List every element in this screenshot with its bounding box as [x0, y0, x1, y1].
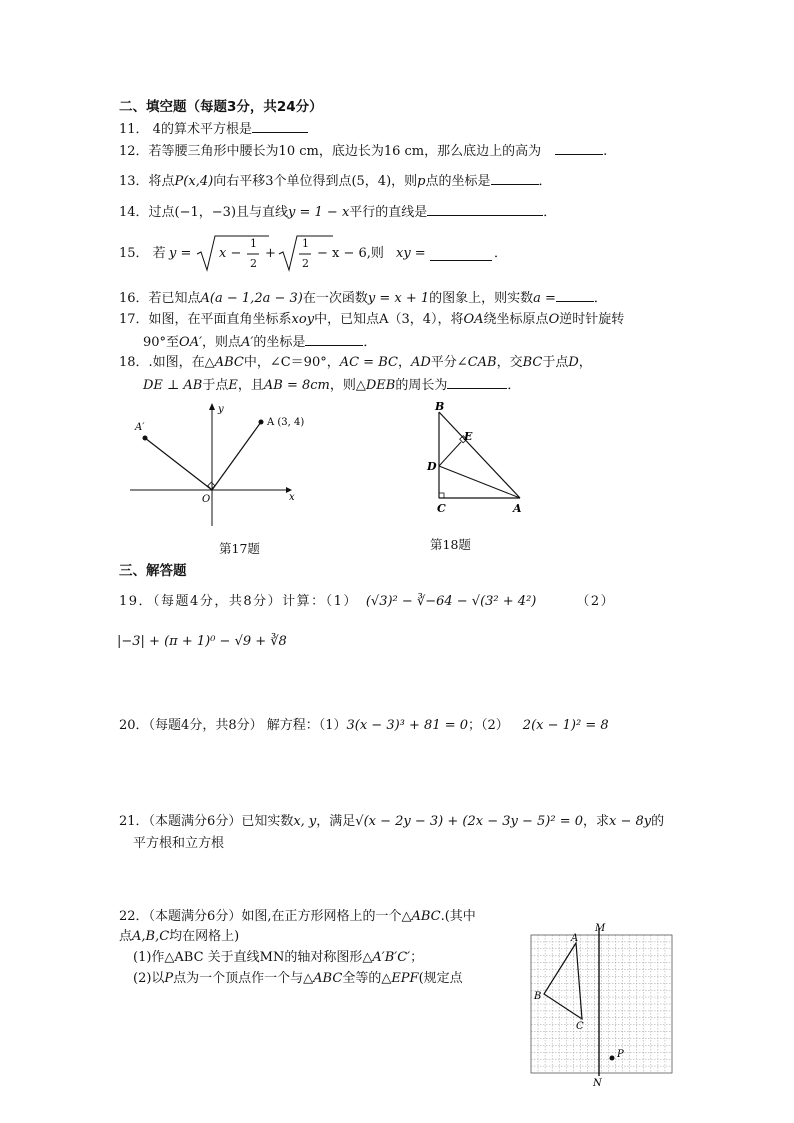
q15-frac2-den: 2 [302, 257, 309, 270]
q19-expr-2: |−3| + (π + 1)⁰ − √9 + ∛8 [117, 634, 287, 649]
q17-text-6: ，则点 [202, 335, 242, 350]
q22-points: A,B,C [132, 929, 170, 944]
q17-text-1: 17．如图，在平面直角坐标系 [119, 312, 292, 327]
q11-answer-blank[interactable] [252, 120, 308, 133]
question-12: 12．若等腰三角形中腰长为10 cm，底边长为16 cm，那么底边上的高为 . [119, 144, 608, 159]
q16-text-1: 16．若已知点 [119, 291, 201, 306]
question-16: 16．若已知点A(a − 1,2a − 3)在一次函数y = x + 1的图象上，则实数a = ． [119, 291, 607, 306]
q21-text-4: 的 [651, 814, 665, 829]
question-17-line-2: 90°至OA′，则点A′的坐标是 ． [143, 335, 377, 350]
q22-text-4: 均在网格上) [169, 929, 240, 944]
q22-epf: EPF [391, 971, 419, 986]
q16-point-a: A(a − 1,2a − 3) [200, 291, 303, 306]
q22-text-1: 22．（本题满分6分）如图,在正方形网格上的一个△ [119, 909, 412, 924]
q22-abc-prime: A′B′C′ [372, 950, 411, 965]
q21-text-3: ，求 [583, 814, 610, 829]
q15-x-minus: x − [219, 246, 242, 261]
q12-text: 12．若等腰三角形中腰长为10 cm，底边长为16 cm，那么底边上的高为 [119, 144, 542, 159]
question-14: 14．过点(−1，−3)且与直线y = 1 − x平行的直线是 ． [119, 205, 557, 220]
q18-text-2: 中，∠C＝90°， [243, 355, 340, 370]
q15-frac2-num: 1 [302, 237, 309, 250]
question-19-line-1 [119, 594, 615, 610]
fig22-triangle-abc [544, 943, 582, 1019]
q18-comma-1: ， [397, 355, 411, 370]
q22-text-10: (规定点 [418, 971, 463, 986]
q17-oa-prime: OA′ [179, 335, 203, 350]
q18-text-5: 于点 [542, 355, 569, 370]
q15-text-1: 15． 若 [119, 246, 166, 261]
q22-p: P [164, 971, 174, 986]
q22-abc-1: ABC [411, 909, 441, 924]
q21-text-1: 21．（本题满分6分）已知实数 [119, 814, 294, 829]
q18-cab: CAB [467, 355, 497, 370]
q18-ad: AD [410, 355, 431, 370]
q13-text-3: 点的坐标是 [425, 174, 491, 189]
fig18-label-b: B [435, 400, 445, 413]
figure-18 [424, 398, 534, 520]
section-3-title: 三、解答题 [119, 563, 187, 579]
fig17-caption: 第17题 [219, 541, 260, 556]
q16-answer-blank[interactable] [556, 289, 594, 302]
q14-text-2: 平行的直线是 [349, 205, 428, 220]
q13-answer-blank[interactable] [491, 172, 539, 185]
question-18-line-2: DE ⊥ AB于点E，且AB = 8cm，则△DEB的周长为 ． [143, 378, 521, 393]
q17-oa: OA [463, 312, 484, 327]
fig18-segment-de [439, 442, 461, 466]
q18-comma-2: ， [578, 355, 592, 370]
fig17-label-a-prime: A′ [135, 422, 145, 433]
q19-text-1: 19．（每题4分，共8分）计算：（1） [119, 594, 358, 609]
q15-frac1-num: 1 [250, 237, 257, 250]
question-18-line-1 [119, 355, 592, 371]
q19-expr-1: (√3)² − ∛−64 − √(3² + 4²) [365, 594, 537, 609]
q18-text-3: 平分∠ [430, 355, 468, 370]
q20-text-1: 20．（每题4分，共8分） 解方程：（1） [119, 718, 347, 733]
fig17-label-a: A (3, 4) [267, 417, 305, 428]
q13-point-p: P(x,4) [174, 174, 214, 189]
q20-text-2: ；（2） [468, 718, 509, 733]
q15-text-2: − x − 6,则 [317, 246, 384, 261]
q17-answer-blank[interactable] [305, 333, 363, 346]
q17-text-7: 的坐标是 [253, 335, 306, 350]
q21-text-2: ，满足 [316, 814, 356, 829]
q17-text-2: 中，已知点A（3，4），将 [314, 312, 464, 327]
fig18-label-d: D [427, 460, 437, 473]
q14-answer-blank[interactable] [427, 203, 543, 216]
fig22-label-p: P [617, 1049, 624, 1060]
q22-text-5: (1)作△ABC 关于直线MN的轴对称图形△ [133, 950, 373, 965]
question-20 [119, 718, 609, 734]
fig18-label-a: A [513, 502, 522, 515]
q18-text-9: 的周长为 [395, 378, 448, 393]
q18-abc: ABC [214, 355, 244, 370]
q22-text-8: 点为一个顶点作一个与△ [173, 971, 314, 986]
q14-line: y = 1 − x [288, 205, 350, 220]
q22-text-7: (2)以 [133, 971, 165, 986]
fig18-segment-ad [439, 466, 520, 498]
q20-eq-2: 2(x − 1)² = 8 [522, 718, 609, 733]
q18-d: D [568, 355, 579, 370]
q18-ab-length: AB = 8cm [263, 378, 330, 393]
q14-text-1: 14．过点(−1，−3)且与直线 [119, 205, 289, 220]
q15-frac1-den: 2 [250, 257, 257, 270]
q18-text-7: ，且 [237, 378, 264, 393]
figure-17 [126, 398, 306, 530]
q18-text-8: ，则△ [329, 378, 366, 393]
question-21-line-2: 平方根和立方根 [133, 836, 225, 851]
fig18-right-angle-c [439, 493, 444, 498]
fig17-segment-oa-prime [145, 438, 212, 490]
q16-func: y = x + 1 [367, 291, 430, 306]
fig22-grid-lines [531, 935, 672, 1073]
q21-vars: x, y [293, 814, 317, 829]
q17-text-3: 绕坐标原点 [483, 312, 549, 327]
question-17-line-1 [119, 312, 624, 328]
q22-text-2: .(其中 [440, 909, 476, 924]
fig17-point-a [259, 420, 264, 425]
q18-answer-blank[interactable] [447, 376, 507, 389]
q15-xy-eq: xy = [396, 246, 426, 261]
q15-y-eq: y = [169, 246, 192, 261]
fig22-label-a: A [571, 933, 579, 944]
question-22-line-4 [133, 971, 463, 987]
q17-text-5: 90°至 [143, 335, 180, 350]
q18-bc: BC [522, 355, 543, 370]
q13-text-2: 向右平移3个单位得到点(5，4)，则 [213, 174, 418, 189]
question-21-line-1 [119, 814, 664, 830]
question-22-line-2 [119, 929, 239, 945]
fig22-label-n: N [593, 1078, 602, 1088]
fig22-label-c: C [576, 1021, 584, 1032]
fig17-label-x: x [289, 492, 295, 503]
q22-abc-2: ABC [313, 971, 343, 986]
q20-eq-1: 3(x − 3)³ + 81 = 0 [346, 718, 469, 733]
question-13: 13．将点P(x,4)向右平移3个单位得到点(5，4)，则p点的坐标是 ． [119, 174, 552, 189]
q18-text-6: 于点 [202, 378, 229, 393]
q22-text-6: ； [410, 950, 424, 965]
q19-text-2: （2） [576, 594, 616, 609]
q13-var-p: p [417, 174, 426, 189]
question-22-line-3 [133, 950, 423, 966]
q15-plus: + [265, 246, 276, 261]
q22-text-3: 点 [119, 929, 133, 944]
question-22-line-1 [119, 909, 476, 925]
q18-text-1: 18．.如图，在△ [119, 355, 215, 370]
q17-text-4: 逆时针旋转 [559, 312, 625, 327]
fig17-y-arrow-icon [209, 403, 215, 410]
q21-condition: √(x − 2y − 3) + (2x − 3y − 5)² = 0 [355, 814, 583, 829]
fig18-label-c: C [437, 502, 446, 515]
q18-deb: DEB [365, 378, 396, 393]
q18-ac-bc: AC = BC [339, 355, 398, 370]
fig17-point-a-prime [143, 436, 148, 441]
q16-text-3: 的图象上，则实数 [429, 291, 534, 306]
q15-answer-blank[interactable] [430, 248, 492, 261]
fig18-side-ab [439, 412, 520, 498]
q13-text-1: 13．将点 [119, 174, 175, 189]
q17-xoy: xoy [291, 312, 315, 327]
q16-a-eq: a = [533, 291, 556, 306]
question-11 [119, 120, 308, 138]
q12-answer-blank[interactable] [555, 142, 603, 155]
fig22-label-b: B [534, 991, 542, 1002]
q21-expr: x − 8y [609, 814, 652, 829]
fig17-label-o: O [202, 494, 211, 505]
q18-e: E [228, 378, 238, 393]
q17-a-prime: A′ [241, 335, 254, 350]
q18-text-4: ，交 [496, 355, 523, 370]
q16-text-2: 在一次函数 [302, 291, 368, 306]
q22-text-9: 全等的△ [342, 971, 392, 986]
fig18-caption: 第18题 [430, 537, 471, 552]
q11-text: 11． 4的算术平方根是 [119, 122, 252, 137]
section-2-title: 二、填空题（每题3分，共24分） [119, 99, 323, 115]
fig22-label-m: M [595, 923, 606, 934]
fig22-point-p [610, 1056, 615, 1061]
q18-de-perp-ab: DE ⊥ AB [143, 378, 203, 393]
fig17-label-y: y [218, 404, 224, 415]
figure-22-grid [528, 920, 676, 1088]
fig17-segment-oa [212, 422, 261, 490]
q17-o: O [548, 312, 560, 327]
fig18-label-e: E [464, 430, 473, 443]
